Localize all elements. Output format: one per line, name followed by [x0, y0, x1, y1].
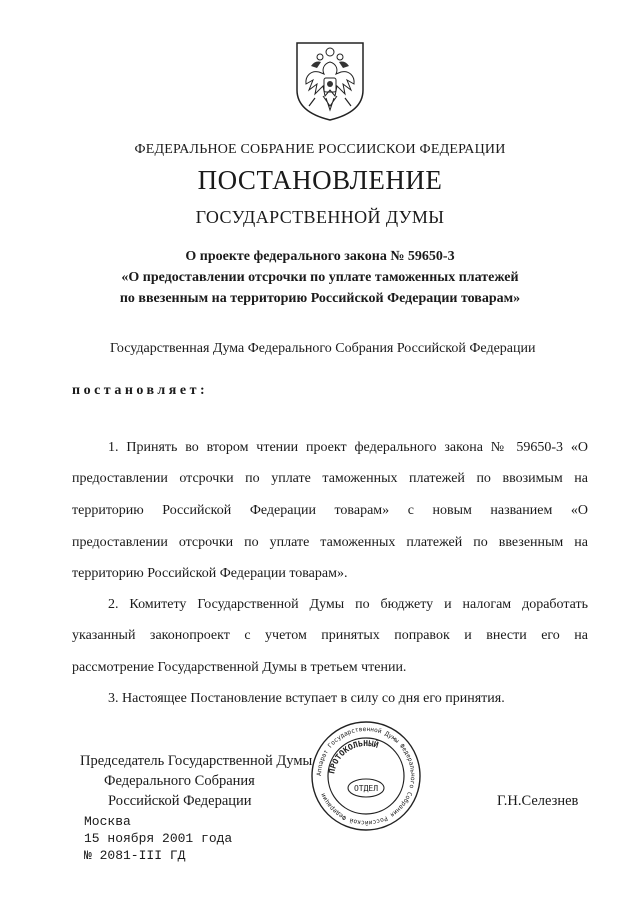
- signatory-title: Федерального Собрания: [104, 773, 255, 789]
- stamp-outer-text: Аппарат Государственной Думы Федерального Собрания Российской Федерации: [315, 725, 417, 827]
- resolves-text: постановляет:: [72, 383, 209, 398]
- stamp-middle-text: ПРОТОКОЛЬНЫЙ: [327, 738, 380, 775]
- issue-city: Москва: [84, 814, 131, 829]
- signatory-title: Российской Федерации: [108, 793, 252, 809]
- signatory-name: Г.Н.Селезнев: [497, 793, 579, 809]
- paragraph-line: 2. Комитету Государственной Думы по бюджету и налогам доработать: [108, 597, 588, 612]
- paragraph-line: 1. Принять во втором чтении проект федерального закона № 59650-3 «О: [108, 440, 588, 455]
- paragraph-line: предоставлении отсрочки по уплате таможенных платежей по ввозимым на: [72, 471, 588, 486]
- document-body-title: ГОСУДАРСТВЕННОЙ ДУМЫ: [195, 207, 445, 227]
- signatory-title: Председатель Государственной Думы: [80, 753, 313, 769]
- paragraph-line: предоставлении отсрочки по уплате таможенных платежей по ввезенным на: [72, 535, 588, 550]
- document-type-title: ПОСТАНОВЛЕНИЕ: [197, 165, 443, 195]
- paragraph-line: указанный законопроект с учетом принятых поправок и внести его на: [72, 628, 588, 643]
- paragraph-line: территорию Российской Федерации товарам».: [72, 566, 348, 581]
- paragraph-line: рассмотрение Государственной Думы в третьем чтении.: [72, 660, 407, 675]
- subject-line: по ввезенным на территорию Российской Федерации товарам»: [119, 291, 521, 306]
- preamble-text: Государственная Дума Федерального Собрания Российской Федерации: [110, 341, 536, 356]
- paragraph-line: территорию Российской Федерации товарам» с новым названием «О: [72, 503, 588, 518]
- stamp-center-text: ОТДЕЛ: [353, 784, 379, 793]
- assembly-title: ФЕДЕРАЛЬНОЕ СОБРАНИЕ РОССИИСКОИ ФЕДЕРАЦИИ: [134, 142, 506, 157]
- document-number: № 2081-III ГД: [84, 848, 186, 863]
- subject-line: «О предоставлении отсрочки по уплате таможенных платежей: [121, 270, 519, 285]
- issue-date: 15 ноября 2001 года: [84, 831, 233, 846]
- coat-of-arms-icon: [293, 40, 367, 122]
- official-stamp: [310, 720, 422, 832]
- paragraph-line: 3. Настоящее Постановление вступает в силу со дня его принятия.: [108, 691, 505, 706]
- subject-line: О проекте федерального закона № 59650-3: [185, 249, 455, 264]
